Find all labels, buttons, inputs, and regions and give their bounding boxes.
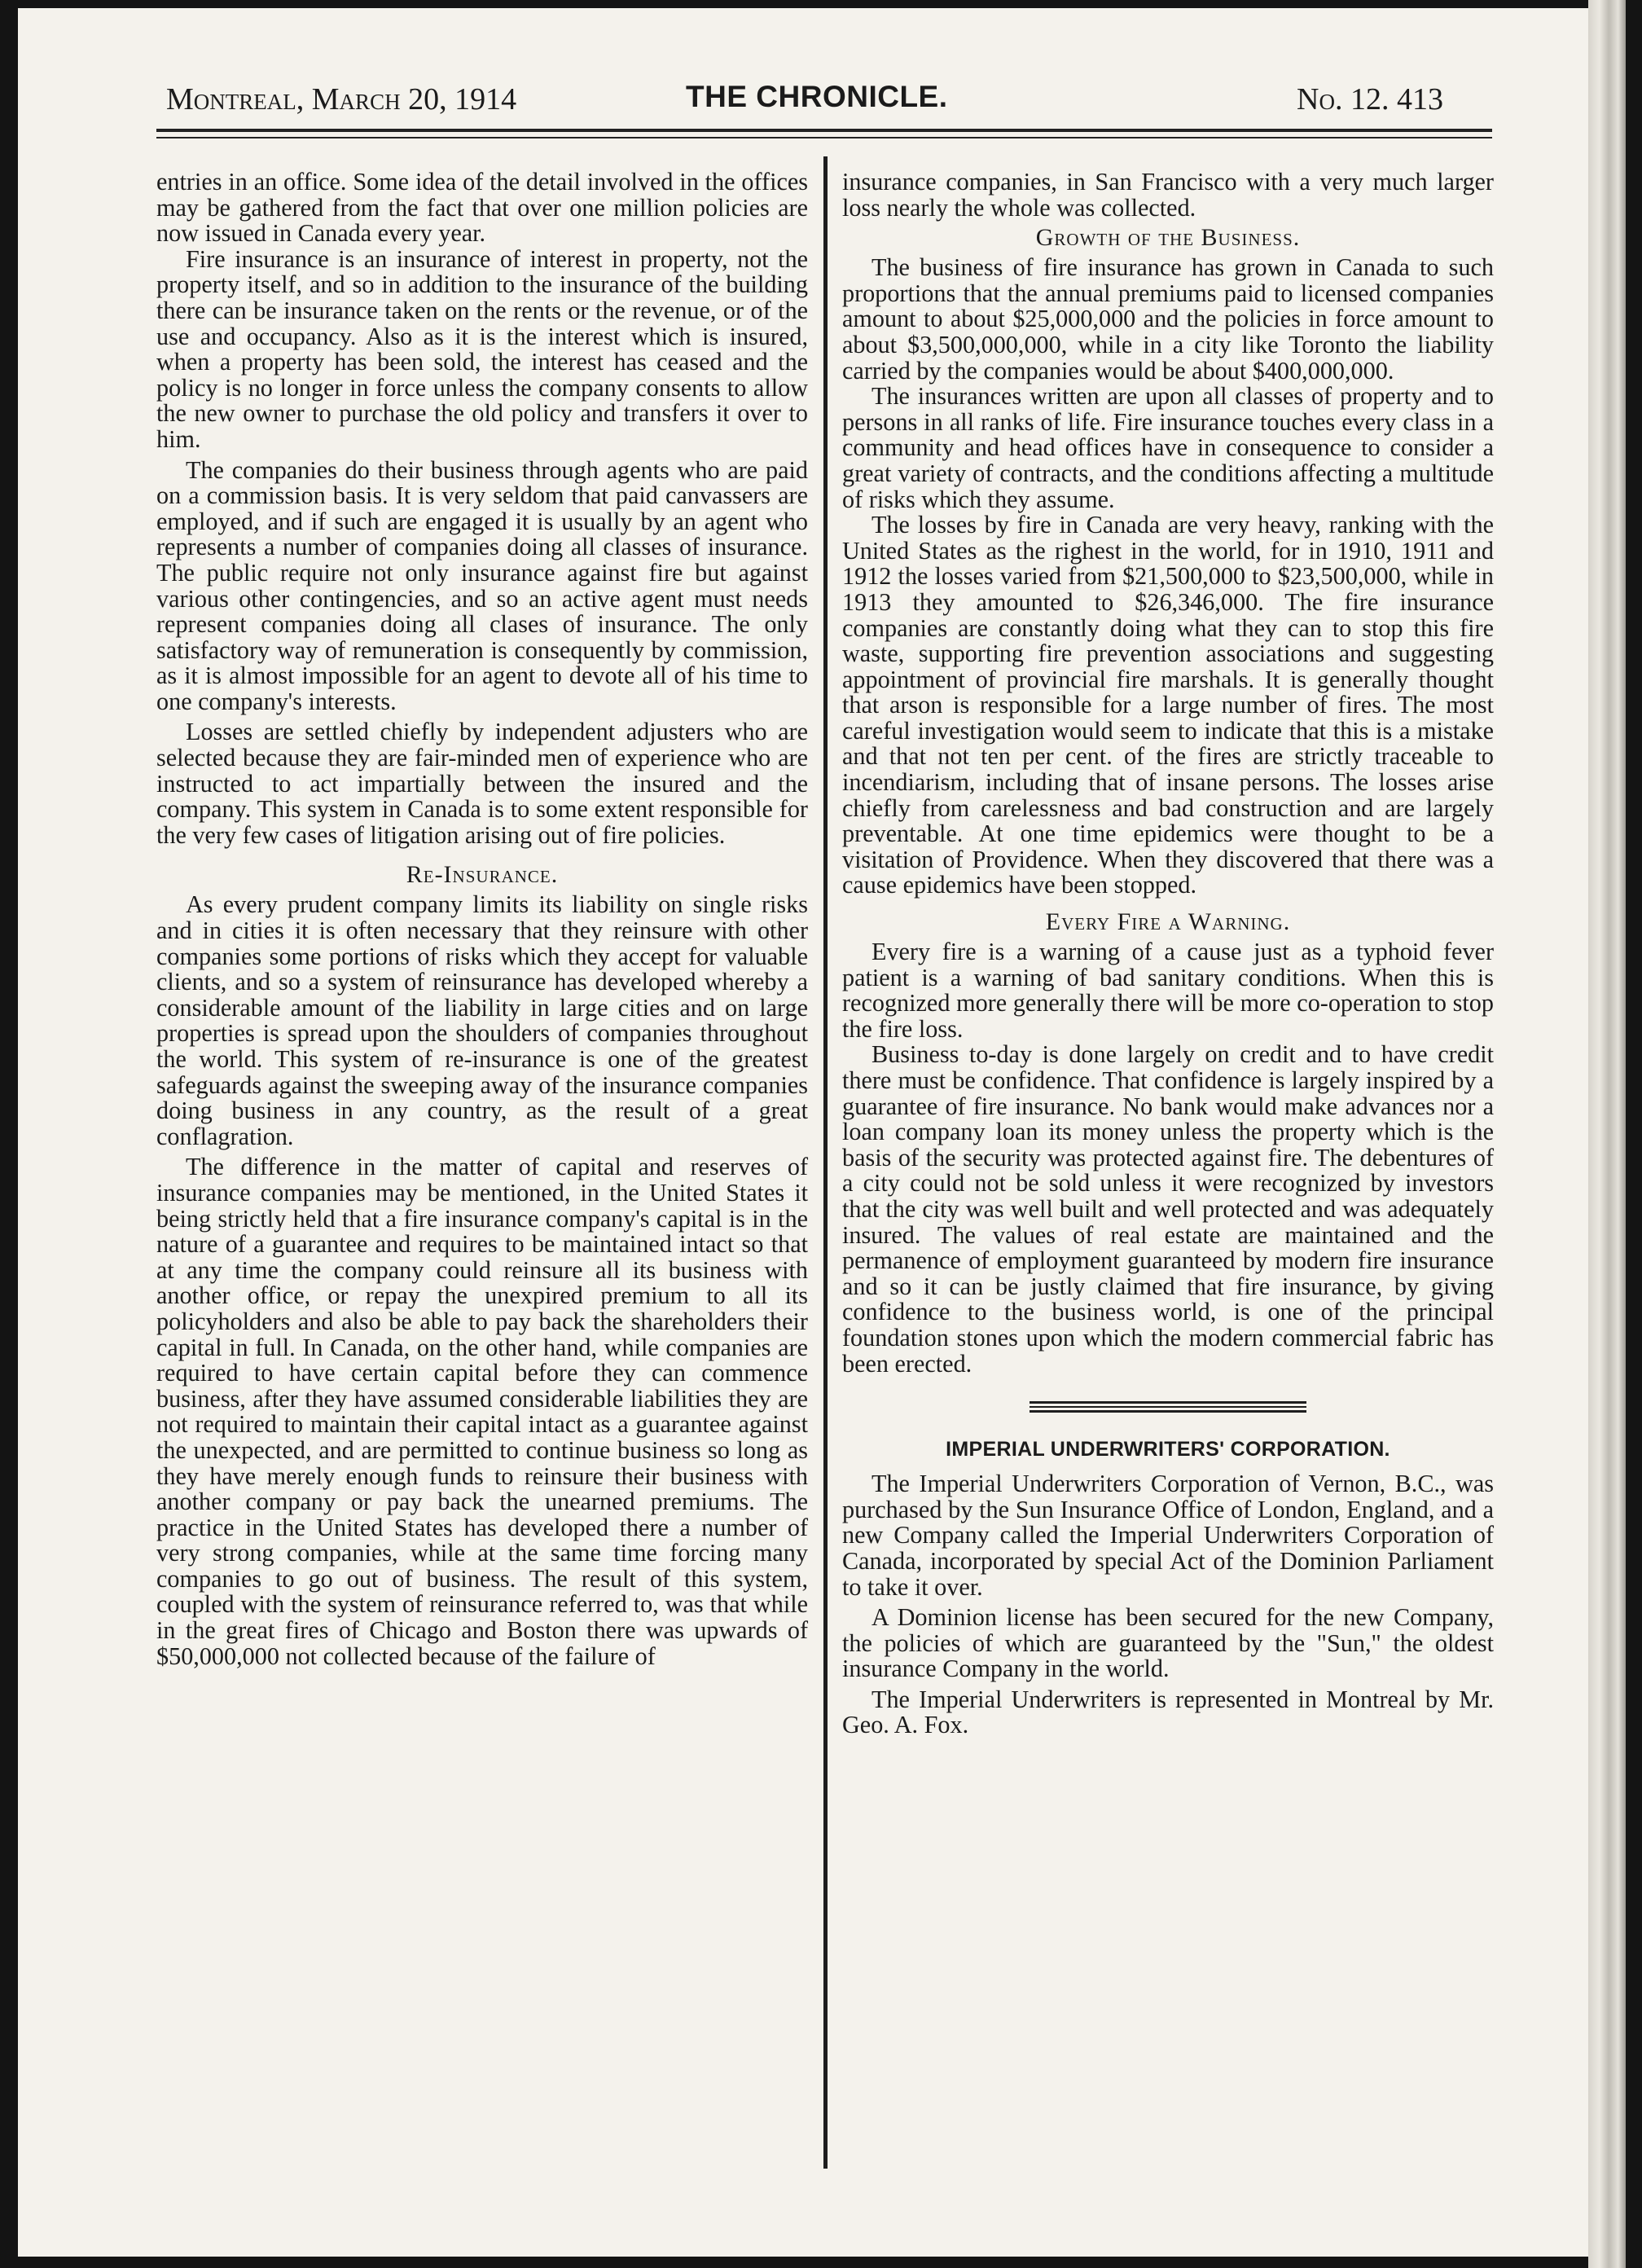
paragraph: The difference in the matter of capital and reserves of insurance companies may be mentioned, in the United States it being strictly held that a fire insurance company's capital is in the nature of a guarantee and requires to be maintained intact so that at any time the company could reinsure all its business with another office, or repay the unexpired premium to all its policyholders and also be able to pay back the shareholders their capital in full. In Canada, on the other hand, while companies are required to have certain capital before they can commence business, after they have assumed considerable liabilities they are not required to maintain their capital intact as a guarantee against the unexpected, and are permitted to continue business so long as they have merely enough funds to reinsure their business with another company or pay back the unearned premiums. The practice in the United States has developed there a number of very strong companies, while at the same time forcing many companies to go out of business. The result of this system, coupled with the system of reinsurance referred to, was that while in the great fires of Chicago and Boston there was upwards of $50,000,000 not collected because of the failure of xyxy=(156,1153,808,1670)
header-issue-page: No. 12. 413 xyxy=(1297,82,1443,116)
paragraph: Business to-day is done largely on credit and to have credit there must be confidence. That confidence is largely inspired by a guarantee of fire insurance. No bank would make advances nor a loan company loan its money unless the property which is the basis of the security was protected against fire. The debentures of a city could not be sold unless it were recognized by investors that the city was well built and well protected and was adequately insured. The values of real estate are maintained and the permanence of employment guaranteed by modern fire insurance and so it can be justly claimed that fire insurance, by giving confidence to the business world, is one of the principal foundation stones upon which the modern commercial fabric has been erected. xyxy=(842,1040,1494,1378)
paragraph: A Dominion license has been secured for the new Company, the policies of which are guaranteed by the "Sun," the oldest insurance Company in the world. xyxy=(842,1603,1494,1683)
section-heading-reinsurance: Re-Insurance. xyxy=(406,861,559,889)
section-heading-warning: Every Fire a Warning. xyxy=(1045,908,1291,936)
header-rule xyxy=(156,129,1492,138)
column-divider xyxy=(823,156,828,2169)
left-column xyxy=(156,169,808,1669)
paragraph: Fire insurance is an insurance of interest in property, not the property itself, and so in addition to the insurance of the building there can be insurance taken on the rents or the revenue, or of the use and occupancy. Also as it is the interest which is insured, when a property has been sold, the interest has ceased and the policy is no longer in force unless the company consents to allow the new owner to purchase the old policy and transfers it over to him. xyxy=(156,244,808,453)
paragraph: insurance companies, in San Francisco with a very much larger loss nearly the whole was collected. xyxy=(842,168,1494,222)
header-dateline: Montreal, March 20, 1914 xyxy=(166,82,517,116)
paragraph: Every fire is a warning of a cause just as a typhoid fever patient is a warning of bad sanitary conditions. When this is recognized more generally there will be more co-operation to stop the fire loss. xyxy=(842,938,1494,1043)
paragraph: The Imperial Underwriters Corporation of Vernon, B.C., was purchased by the Sun Insurance Office of London, England, and a new Company called the Imperial Underwriters Corporation of Canada, incorporated by special Act of the Dominion Parliament to take it over. xyxy=(842,1470,1494,1601)
paragraph: The Imperial Underwriters is represented in Montreal by Mr. Geo. A. Fox. xyxy=(842,1685,1494,1739)
section-separator xyxy=(1030,1401,1306,1413)
paragraph: Losses are settled chiefly by independent adjusters who are selected because they are fair-minded men of experience who are instructed to act impartially between the insured and the company. This system in Canada is to some extent responsible for the very few cases of litigation arising out of fire policies. xyxy=(156,718,808,849)
paragraph: As every prudent company limits its liability on single risks and in cities it is often necessary that they reinsure with other companies some portions of risks which they accept for valuable clients, and so a system of reinsurance has developed whereby a considerable amount of the liability in large cities and on large properties is spread upon the shoulders of companies throughout the world. This system of re-insurance is one of the greatest safeguards against the sweeping away of the insurance companies doing business in any country, as the result of a great conflagration. xyxy=(156,890,808,1150)
paragraph: The companies do their business through agents who are paid on a commission basis. It is very seldom that paid canvassers are employed, and if such are engaged it is usually by an agent who represents a number of companies doing all classes of insurance. The public require not only insurance against fire but against various other contingencies, and so an active agent must needs represent companies doing all clases of insurance. The only satisfactory way of remuneration is consequently by commission, as it is almost impossible for an agent to devote all of his time to one company's interests. xyxy=(156,455,808,715)
paragraph: The business of fire insurance has grown in Canada to such proportions that the annual premiums paid to licensed companies amount to about $25,000,000 and the policies in force amount to about $3,500,000,000, while in a city like Toronto the liability carried by the companies would be about $400,000,000. xyxy=(842,253,1494,385)
section-heading-growth: Growth of the Business. xyxy=(1035,224,1301,252)
header-publication-title: THE CHRONICLE. xyxy=(686,80,948,113)
right-column xyxy=(842,169,1494,1738)
section-heading-imperial: IMPERIAL UNDERWRITERS' CORPORATION. xyxy=(946,1438,1390,1461)
book-spine-edge xyxy=(1588,0,1626,2268)
paragraph: The losses by fire in Canada are very heavy, ranking with the United States as the righest in the world, for in 1910, 1911 and 1912 the losses varied from $21,500,000 to $23,500,000, while in 1913 they amounted to $26,346,000. The fire insurance companies are constantly doing what they can to stop this fire waste, supporting fire prevention associations and suggesting appointment of provincial fire marshals. It is generally thought that arson is responsible for a large number of fires. The most careful investigation would seem to indicate that this is a mistake and that not ten per cent. of the fires are strictly traceable to incendiarism, including that of insane persons. The losses arise chiefly from carelessness and bad construction and are largely preventable. At one time epidemics were thought to be a visitation of Providence. When they discovered that there was a cause epidemics have been stopped. xyxy=(842,511,1494,899)
paragraph: The insurances written are upon all classes of property and to persons in all ranks of life. Fire insurance touches every class in a community and head offices have in consequence to consider a great variety of contracts, and the conditions affecting a multitude of risks which they assume. xyxy=(842,382,1494,513)
newspaper-page xyxy=(18,8,1614,2257)
paragraph: entries in an office. Some idea of the detail involved in the offices may be gathered from the fact that over one million policies are now issued in Canada every year. xyxy=(156,168,808,248)
page-header xyxy=(148,73,1484,122)
